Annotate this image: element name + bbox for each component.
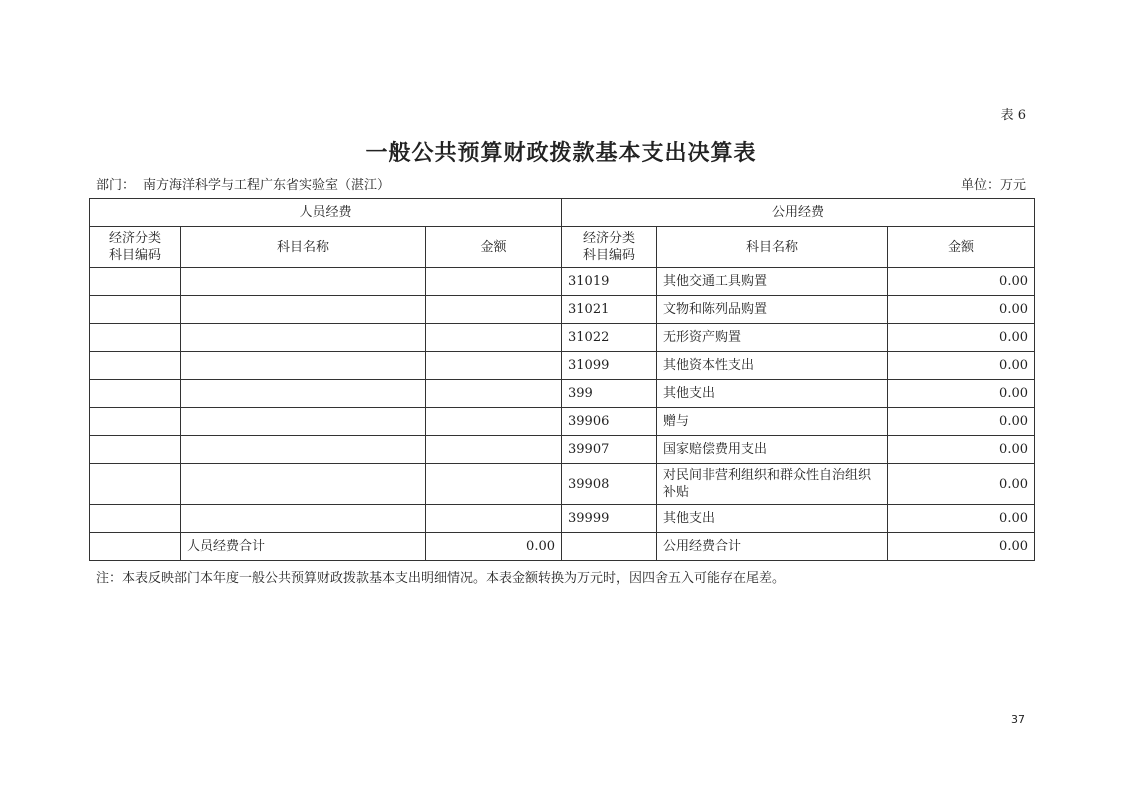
personnel-amount-cell <box>426 296 562 324</box>
public-total-label: 公用经费合计 <box>657 533 888 561</box>
unit-label: 单位：万元 <box>960 178 1026 193</box>
section-public-header: 公用经费 <box>562 199 1035 227</box>
table-row <box>90 505 1035 533</box>
totals-row <box>90 533 1035 561</box>
personnel-code-cell <box>90 505 181 533</box>
public-code-cell: 31022 <box>562 324 657 352</box>
public-amount-cell: 0.00 <box>888 296 1035 324</box>
public-amount-cell: 0.00 <box>888 505 1035 533</box>
table-row <box>90 324 1035 352</box>
personnel-name-cell <box>181 352 426 380</box>
personnel-code-cell <box>90 380 181 408</box>
budget-expenditure-table <box>89 198 1035 561</box>
public-name-cell: 对民间非营利组织和群众性自治组织补贴 <box>657 464 888 505</box>
public-name-header: 科目名称 <box>657 227 888 268</box>
personnel-amount-cell <box>426 436 562 464</box>
document-title: 一般公共预算财政拨款基本支出决算表 <box>365 141 757 166</box>
public-name-cell: 其他支出 <box>657 505 888 533</box>
section-header-row <box>90 199 1035 227</box>
personnel-code-cell <box>90 464 181 505</box>
department-line <box>96 174 390 193</box>
table-row <box>90 408 1035 436</box>
public-code-cell: 31021 <box>562 296 657 324</box>
code-header-line2: 科目编码 <box>108 248 161 263</box>
public-name-cell: 其他支出 <box>657 380 888 408</box>
table-row <box>90 436 1035 464</box>
personnel-amount-cell <box>426 464 562 505</box>
personnel-name-cell <box>181 408 426 436</box>
public-amount-cell: 0.00 <box>888 436 1035 464</box>
personnel-name-cell <box>181 296 426 324</box>
public-code-cell: 31019 <box>562 268 657 296</box>
code-header-line1: 经济分类 <box>582 231 635 246</box>
page-number: 37 <box>1011 713 1025 726</box>
table-row <box>90 296 1035 324</box>
personnel-name-header: 科目名称 <box>181 227 426 268</box>
public-code-header <box>562 227 657 268</box>
public-amount-header: 金额 <box>888 227 1035 268</box>
public-amount-cell: 0.00 <box>888 268 1035 296</box>
personnel-amount-header: 金额 <box>426 227 562 268</box>
personnel-total-label: 人员经费合计 <box>181 533 426 561</box>
public-amount-cell: 0.00 <box>888 380 1035 408</box>
public-name-cell: 文物和陈列品购置 <box>657 296 888 324</box>
public-name-cell: 国家赔偿费用支出 <box>657 436 888 464</box>
personnel-amount-cell <box>426 352 562 380</box>
personnel-total-code-cell <box>90 533 181 561</box>
public-total-code-cell <box>562 533 657 561</box>
public-code-cell: 31099 <box>562 352 657 380</box>
personnel-code-cell <box>90 268 181 296</box>
personnel-name-cell <box>181 505 426 533</box>
public-code-cell: 39906 <box>562 408 657 436</box>
personnel-code-cell <box>90 352 181 380</box>
public-code-cell: 39908 <box>562 464 657 505</box>
footnote: 注：本表反映部门本年度一般公共预算财政拨款基本支出明细情况。本表金额转换为万元时，因四舍五入可能存在尾差。 <box>96 571 786 586</box>
personnel-amount-cell <box>426 380 562 408</box>
public-code-cell: 39999 <box>562 505 657 533</box>
department-label: 部门： <box>96 178 136 193</box>
public-amount-cell: 0.00 <box>888 352 1035 380</box>
personnel-name-cell <box>181 324 426 352</box>
public-amount-cell: 0.00 <box>888 464 1035 505</box>
personnel-name-cell <box>181 380 426 408</box>
personnel-code-cell <box>90 436 181 464</box>
public-total-amount: 0.00 <box>888 533 1035 561</box>
public-amount-cell: 0.00 <box>888 408 1035 436</box>
code-header-line1: 经济分类 <box>108 231 161 246</box>
table-row <box>90 268 1035 296</box>
public-code-cell: 39907 <box>562 436 657 464</box>
personnel-amount-cell <box>426 408 562 436</box>
table-body <box>90 268 1035 533</box>
personnel-code-cell <box>90 408 181 436</box>
public-amount-cell: 0.00 <box>888 324 1035 352</box>
column-header-row <box>90 227 1035 268</box>
public-code-cell: 399 <box>562 380 657 408</box>
table-number: 表 6 <box>1000 108 1026 123</box>
department-name: 南方海洋科学与工程广东省实验室（湛江） <box>143 178 391 193</box>
public-name-cell: 其他交通工具购置 <box>657 268 888 296</box>
personnel-code-cell <box>90 296 181 324</box>
personnel-total-amount: 0.00 <box>426 533 562 561</box>
personnel-name-cell <box>181 436 426 464</box>
personnel-amount-cell <box>426 505 562 533</box>
personnel-amount-cell <box>426 324 562 352</box>
personnel-code-cell <box>90 324 181 352</box>
table-row <box>90 380 1035 408</box>
table-row <box>90 464 1035 505</box>
public-name-cell: 赠与 <box>657 408 888 436</box>
personnel-code-header <box>90 227 181 268</box>
personnel-name-cell <box>181 268 426 296</box>
public-name-cell: 其他资本性支出 <box>657 352 888 380</box>
public-name-cell: 无形资产购置 <box>657 324 888 352</box>
table-row <box>90 352 1035 380</box>
personnel-amount-cell <box>426 268 562 296</box>
code-header-line2: 科目编码 <box>582 248 635 263</box>
personnel-name-cell <box>181 464 426 505</box>
section-personnel-header: 人员经费 <box>90 199 562 227</box>
